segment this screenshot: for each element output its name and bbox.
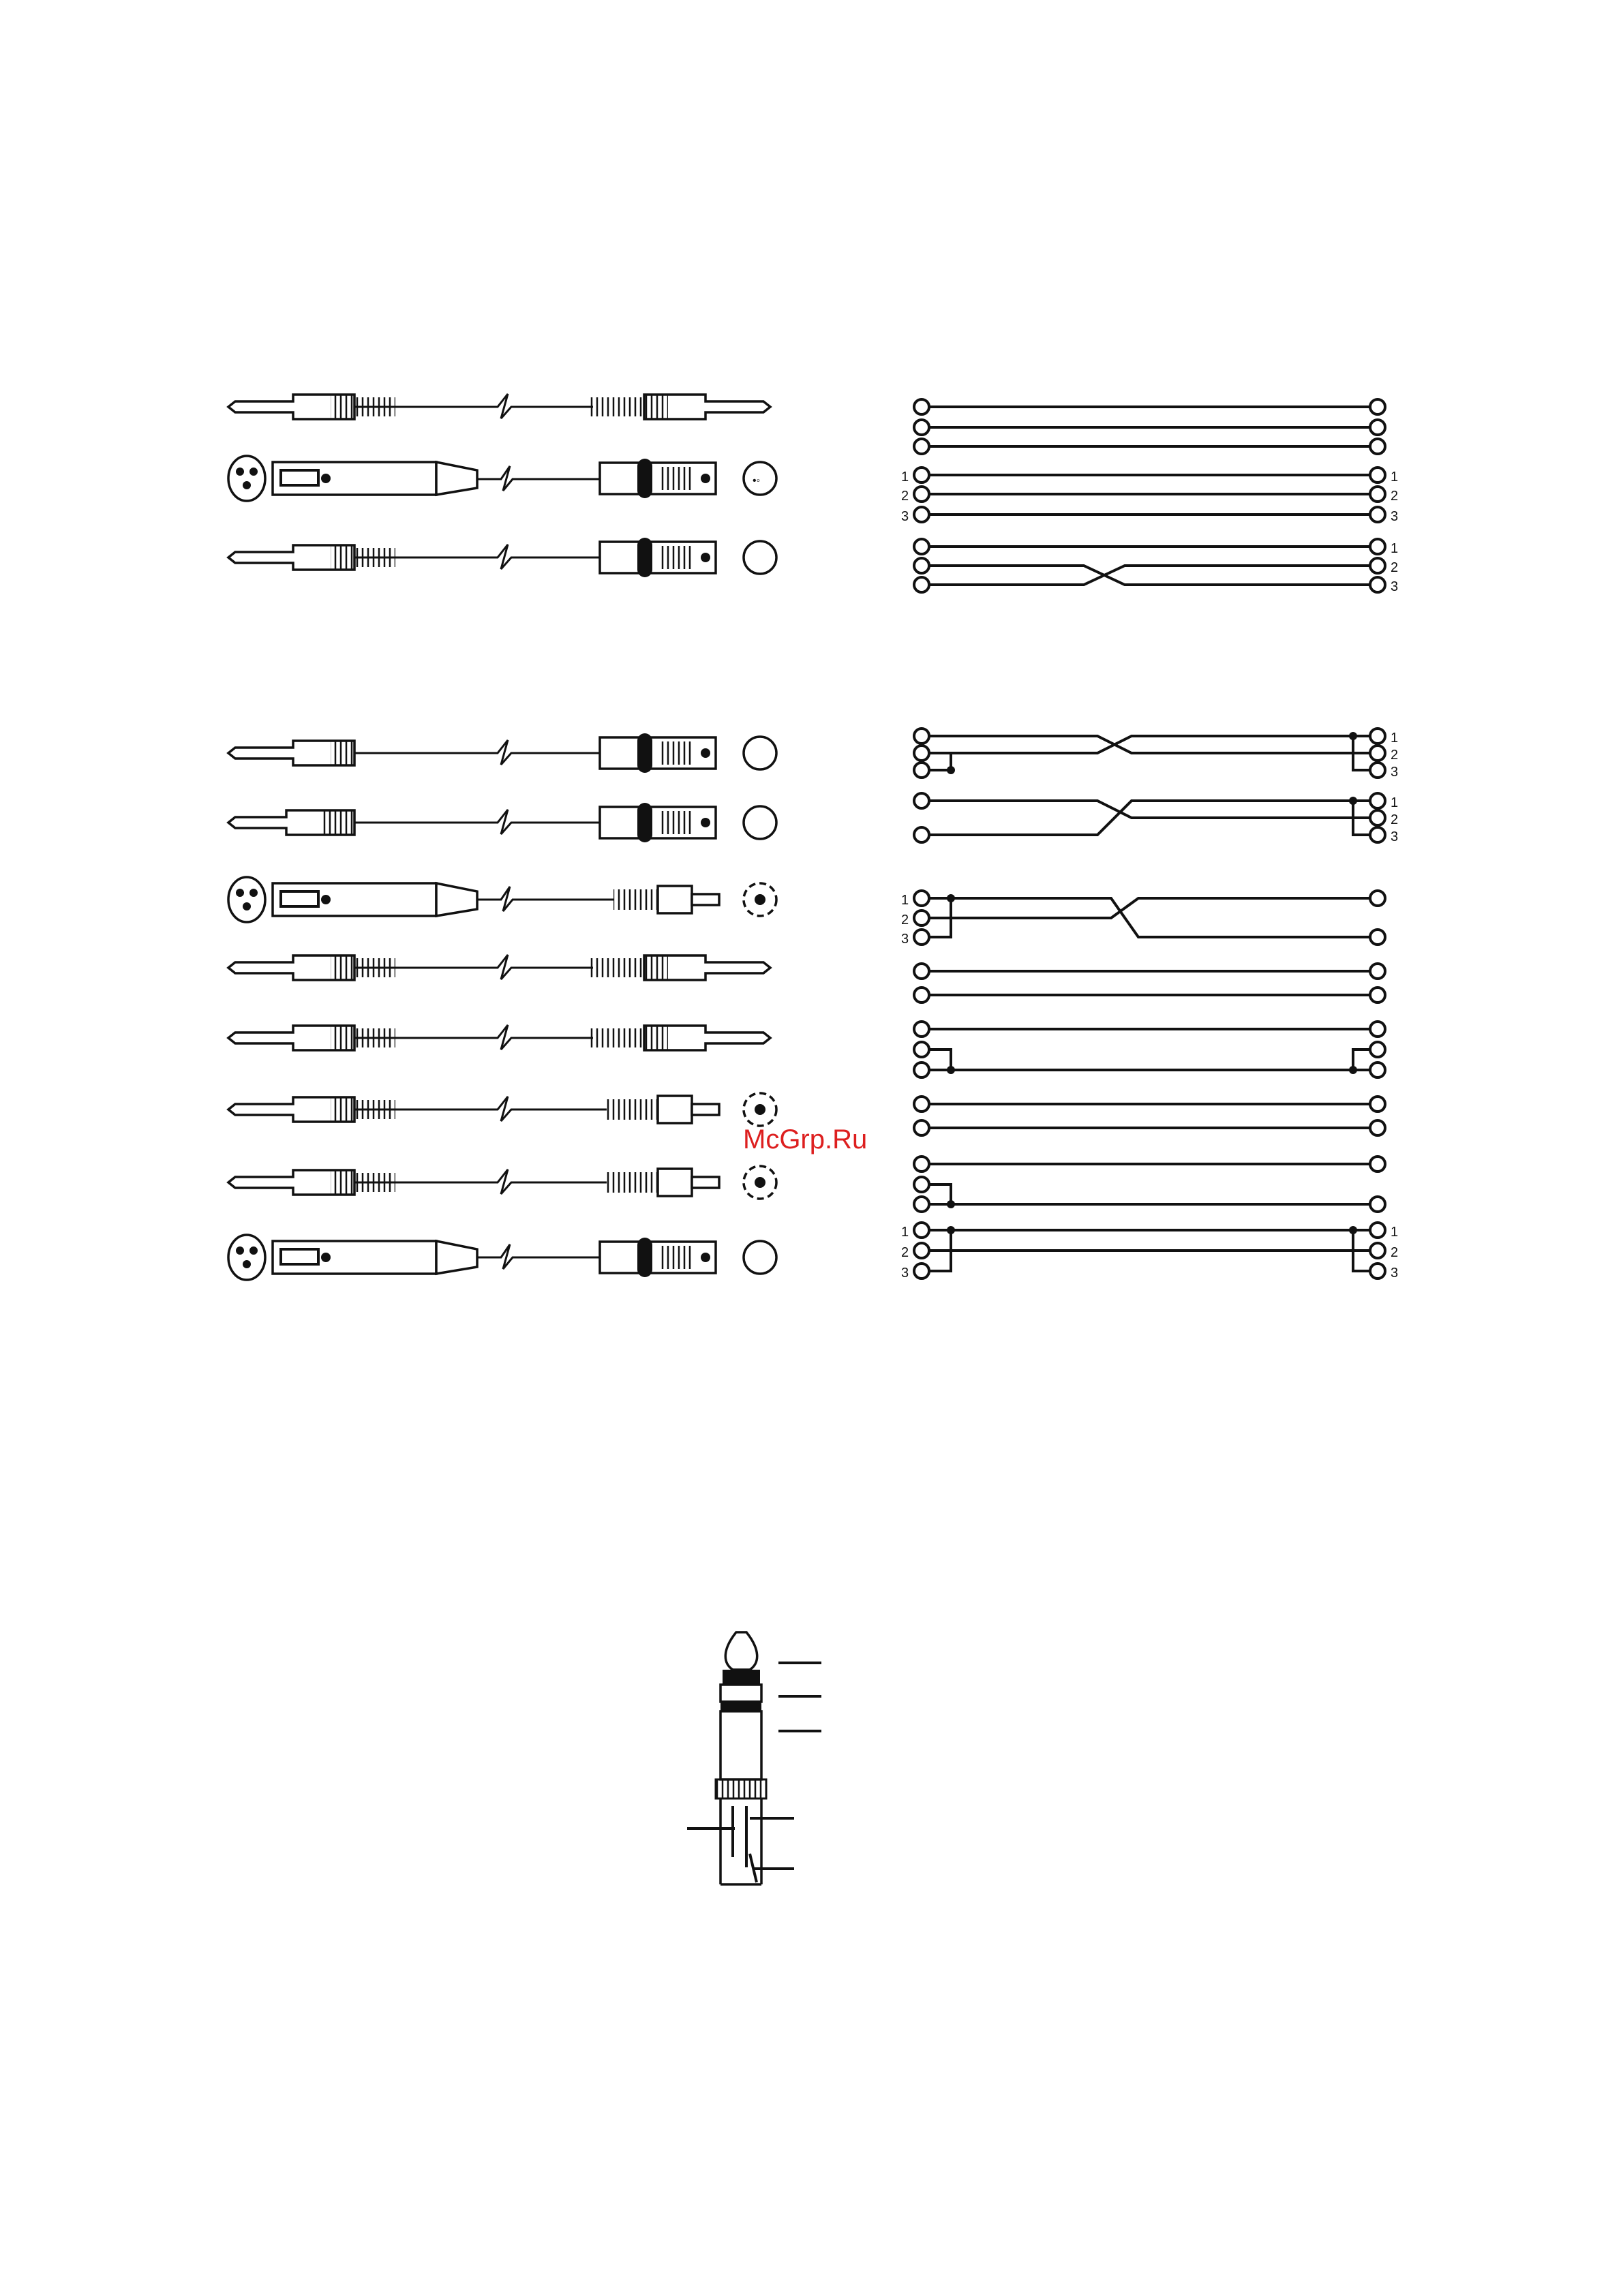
pin-label: 1 [1391,731,1399,746]
pin-label: 2 [901,489,909,504]
pin-label: 2 [1391,489,1399,504]
cable-xlr-rca-1 [228,877,776,922]
wiring-numbered-straight [901,468,1398,524]
plug-tip [725,1632,757,1670]
pin-label: 2 [1391,1245,1399,1260]
cable-jack-rca-1 [228,1093,776,1126]
pin-label: 3 [901,932,909,947]
wiring-straight-3 [914,399,1385,454]
cable-jack-rca-2 [228,1166,776,1199]
cable-jack-xlr-3 [228,803,776,842]
pin-label: 3 [901,509,909,524]
wiring-crossed [914,539,1398,594]
wiring-xlr-xlr-bridged [901,1223,1398,1281]
pin-label: 1 [1391,795,1399,810]
wiring-stereo-rca [914,1157,1385,1212]
pin-label: 1 [901,893,909,908]
wiring-jack-xlr-2 [914,793,1398,844]
pin-label: 2 [901,1245,909,1260]
tip-ring-insulator [723,1670,760,1685]
pin-label: 1 [1391,541,1399,556]
cable-jack-jack-2 [228,955,770,980]
cable-jack-xlr-2 [228,733,776,773]
cable-jack-jack-3 [228,1025,770,1050]
wiring-stereo-bridged [914,1022,1385,1077]
pin-label: 3 [1391,829,1399,844]
pin-label: 2 [901,913,909,928]
watermark: McGrp.Ru [743,1124,868,1154]
stereo-jack-plug-anatomy [687,1632,821,1884]
cable-illustrations [228,394,776,1280]
pin-label: 3 [1391,1266,1399,1281]
cable-xlr-xlr-2 [228,1235,776,1280]
cable-jack-jack-1 [228,394,770,419]
pin-label: 1 [1391,1225,1399,1240]
pin-label: 1 [901,1225,909,1240]
pin-label: 1 [1391,470,1399,485]
cable-jack-xlr-1 [228,538,776,577]
svg-text:•◦: •◦ [753,475,761,487]
cable-xlr-xlr-1 [228,456,776,501]
wiring-mono-straight [914,964,1385,1002]
wiring-schematics [901,399,1398,1281]
pin-label: 2 [1391,560,1399,575]
wiring-jack-xlr-1 [914,729,1398,780]
pin-label: 2 [1391,812,1399,827]
pin-label: 2 [1391,748,1399,763]
pin-label: 3 [1391,579,1399,594]
wiring-jack-rca-straight [914,1097,1385,1135]
wiring-xlr-rca [901,891,1385,947]
ring-sleeve-insulator [721,1702,761,1711]
plug-collar [716,1779,766,1798]
pin-label: 3 [1391,509,1399,524]
pin-label: 1 [901,470,909,485]
pin-label: 3 [1391,765,1399,780]
plug-ring [721,1685,761,1702]
pin-label: 3 [901,1266,909,1281]
plug-sleeve [721,1711,761,1779]
